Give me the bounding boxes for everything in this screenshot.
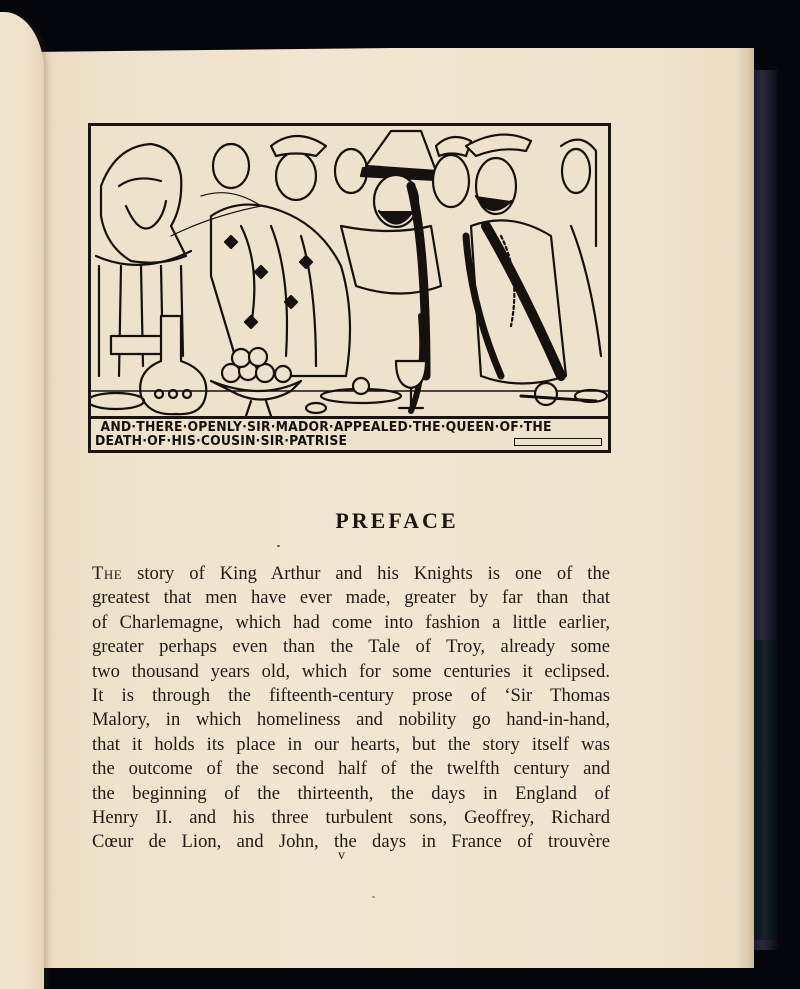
text-line: The story of King Arthur and his Knights is one of the bbox=[92, 563, 610, 584]
illustration-caption bbox=[91, 416, 608, 450]
lead-smallcaps: The bbox=[92, 563, 123, 584]
paper-speck bbox=[372, 896, 375, 898]
left-page-curl bbox=[0, 12, 44, 989]
text-line: greatest that men have ever made, greater by far than that bbox=[92, 587, 610, 609]
page-title: PREFACE bbox=[335, 508, 459, 533]
text-line: Cœur de Lion, and John, the days in France of trouvère bbox=[92, 831, 610, 853]
frontispiece-illustration bbox=[88, 123, 611, 453]
text-line: of Charlemagne, which had come into fashion a little earlier, bbox=[92, 611, 610, 633]
caption-line-2: DEATH·OF·HIS·COUSIN·SIR·PATRISE bbox=[95, 433, 348, 449]
text-line: that it holds its place in our hearts, but the story itself was bbox=[92, 733, 610, 755]
text-line: the outcome of the second half of the twelfth century and bbox=[92, 758, 610, 780]
text-line: two thousand years old, which for some centuries it eclipsed. bbox=[92, 660, 610, 682]
text-line: Henry II. and his three turbulent sons, Geoffrey, Richard bbox=[92, 807, 610, 829]
text-line: It is through the fifteenth-century prose of ‘Sir Thomas bbox=[92, 685, 610, 707]
preface-body bbox=[92, 562, 610, 855]
text-line: Malory, in which homeliness and nobility go hand-in-hand, bbox=[92, 709, 610, 731]
caption-line-1: AND·THERE·OPENLY·SIR·MADOR·APPEALED·THE·QUEEN·OF·THE bbox=[100, 419, 552, 435]
book-cover-edge-lower bbox=[752, 640, 778, 940]
artist-signature bbox=[514, 438, 602, 446]
text-line: greater perhaps even than the Tale of Troy, already some bbox=[92, 636, 610, 658]
paper-speck bbox=[277, 545, 280, 547]
text-line: the beginning of the thirteenth, the days in England of bbox=[92, 782, 610, 804]
page-number: v bbox=[338, 848, 345, 863]
banquet-scene-drawing bbox=[91, 126, 608, 416]
